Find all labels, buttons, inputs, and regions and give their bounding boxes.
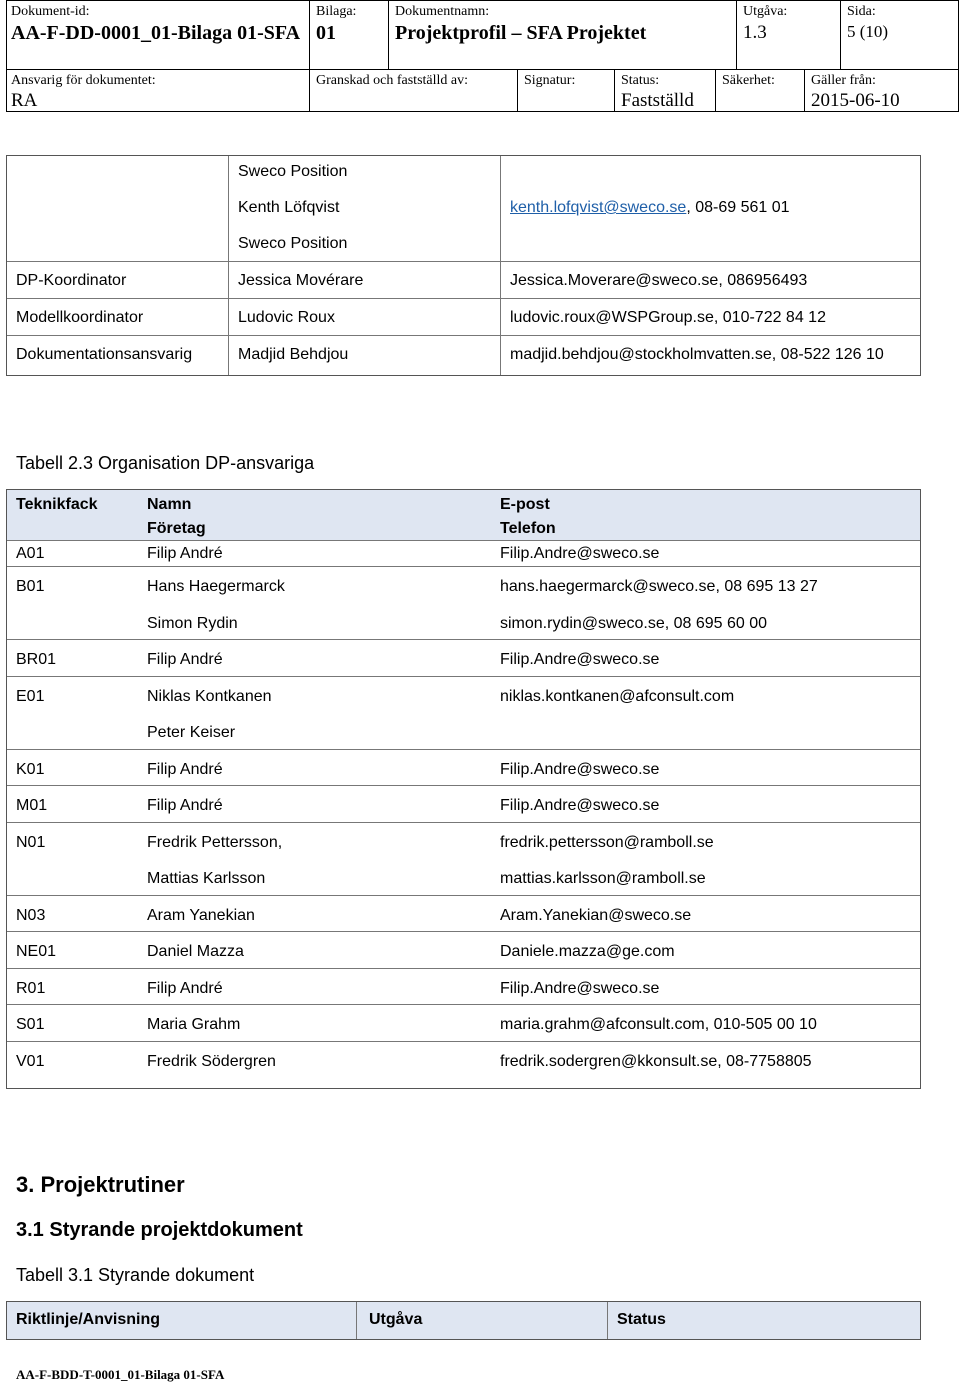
section-heading: 3. Projektrutiner — [16, 1172, 185, 1197]
header-divider — [614, 69, 615, 111]
footer-doc-id: AA-F-BDD-T-0001_01-Bilaga 01-SFA — [16, 1367, 225, 1382]
name-cell: Madjid Behdjou — [238, 346, 349, 363]
contact-cell: hans.haegermarck@sweco.se, 08 695 13 27 — [500, 578, 818, 595]
contact-cell: Filip.Andre@sweco.se — [500, 545, 660, 562]
contact-cell: Jessica.Moverare@sweco.se, 086956493 — [510, 272, 808, 289]
teknikfack-cell: B01 — [16, 578, 45, 595]
row-divider — [7, 540, 920, 541]
ansvarig-value: RA — [11, 90, 38, 111]
contact-cell: niklas.kontkanen@afconsult.com — [500, 687, 735, 705]
column-divider — [356, 1302, 357, 1339]
phone-text: , 08-69 561 01 — [686, 199, 790, 216]
header-divider — [309, 1, 310, 69]
sakerhet-label: Säkerhet: — [722, 73, 775, 88]
doc-id-value: AA-F-DD-0001_01-Bilaga 01-SFA — [11, 22, 301, 44]
table-header-row — [7, 490, 920, 540]
teknikfack-cell: NE01 — [16, 943, 57, 960]
header-divider — [715, 69, 716, 111]
sida-value: 5 (10) — [847, 22, 889, 41]
column-divider — [500, 156, 501, 375]
role-cell: Dokumentationsansvarig — [16, 346, 193, 363]
email-link[interactable]: kenth.lofqvist@sweco.se — [510, 199, 687, 216]
contact-cell: Filip.Andre@sweco.se — [500, 760, 660, 778]
status-value: Fastställd — [621, 90, 694, 111]
table-caption: Tabell 2.3 Organisation DP-ansvariga — [16, 453, 315, 473]
row-divider — [7, 822, 920, 823]
docname-value: Projektprofil – SFA Projektet — [395, 22, 647, 44]
governing-documents-table — [6, 1301, 921, 1340]
bilaga-value: 01 — [316, 22, 336, 44]
column-divider — [228, 156, 229, 375]
granskad-label: Granskad och fastställd av: — [316, 73, 469, 88]
bilaga-label: Bilaga: — [316, 4, 357, 19]
teknikfack-cell: A01 — [16, 545, 45, 562]
row-divider — [7, 261, 920, 262]
name-cell: Filip André — [147, 797, 223, 814]
teknikfack-cell: E01 — [16, 687, 45, 705]
contact-cell: madjid.behdjou@stockholmvatten.se, 08-522 126 10 — [510, 346, 884, 363]
doc-id-label: Dokument-id: — [11, 4, 90, 19]
header-divider — [517, 69, 518, 111]
name-cell: Daniel Mazza — [147, 943, 244, 960]
row-divider — [7, 676, 920, 677]
galler-label: Gäller från: — [811, 73, 876, 88]
header-foretag: Företag — [147, 520, 206, 537]
name-cell: Jessica Movérare — [238, 272, 364, 289]
name-cell: Maria Grahm — [147, 1016, 241, 1033]
row-divider — [7, 1004, 920, 1005]
header-divider — [309, 69, 310, 111]
teknikfack-cell: N03 — [16, 906, 46, 924]
contact-cell: maria.grahm@afconsult.com, 010-505 00 10 — [500, 1016, 817, 1033]
table-caption: Tabell 3.1 Styrande dokument — [16, 1265, 255, 1285]
name-cell: Simon Rydin — [147, 614, 238, 632]
row-divider — [7, 931, 920, 932]
name-cell: Aram Yanekian — [147, 906, 255, 924]
teknikfack-cell: K01 — [16, 760, 45, 778]
header-telefon: Telefon — [500, 520, 556, 537]
teknikfack-cell: BR01 — [16, 651, 57, 668]
contact-cell: mattias.karlsson@ramboll.se — [500, 870, 706, 887]
row-divider — [7, 749, 920, 750]
row-divider — [7, 895, 920, 896]
contact-cell: Aram.Yanekian@sweco.se — [500, 906, 692, 924]
header-divider — [804, 69, 805, 111]
header-divider — [388, 1, 389, 69]
header-utgava: Utgåva — [369, 1311, 423, 1328]
teknikfack-cell: N01 — [16, 833, 46, 851]
subsection-heading: 3.1 Styrande projektdokument — [16, 1219, 303, 1241]
header-riktlinje: Riktlinje/Anvisning — [16, 1311, 161, 1328]
name-cell: Fredrik Södergren — [147, 1052, 276, 1070]
sida-label: Sida: — [847, 4, 876, 19]
name-cell: Peter Keiser — [147, 724, 236, 741]
row-divider — [7, 298, 920, 299]
utgava-label: Utgåva: — [743, 4, 788, 19]
galler-value: 2015-06-10 — [811, 90, 900, 111]
contact-cell: fredrik.pettersson@ramboll.se — [500, 833, 714, 851]
contact-cell: fredrik.sodergren@kkonsult.se, 08-7758805 — [500, 1052, 812, 1070]
contacts-table — [6, 155, 921, 376]
row-divider — [7, 639, 920, 640]
position-text: Sweco Position — [238, 163, 348, 180]
row-divider — [7, 1041, 920, 1042]
contact-cell: Filip.Andre@sweco.se — [500, 797, 660, 814]
ansvarig-label: Ansvarig för dokumentet: — [11, 73, 156, 88]
header-divider — [7, 69, 958, 70]
row-divider — [7, 335, 920, 336]
name-cell: Ludovic Roux — [238, 309, 335, 326]
teknikfack-cell: S01 — [16, 1016, 45, 1033]
header-divider — [840, 1, 841, 69]
dp-organisation-table — [6, 489, 921, 1089]
status-label: Status: — [621, 73, 660, 88]
name-cell: Hans Haegermarck — [147, 578, 285, 595]
teknikfack-cell: V01 — [16, 1052, 45, 1070]
contact-cell: Filip.Andre@sweco.se — [500, 651, 660, 668]
name-cell: Filip André — [147, 545, 223, 562]
name-cell: Filip André — [147, 651, 223, 668]
role-cell: Modellkoordinator — [16, 309, 144, 326]
contact-cell: simon.rydin@sweco.se, 08 695 60 00 — [500, 614, 768, 632]
contact-details — [510, 199, 790, 217]
teknikfack-cell: M01 — [16, 797, 48, 814]
row-divider — [7, 566, 920, 567]
utgava-value: 1.3 — [743, 22, 767, 43]
name-cell: Niklas Kontkanen — [147, 687, 272, 705]
signatur-label: Signatur: — [524, 73, 576, 88]
teknikfack-cell: R01 — [16, 979, 46, 997]
header-teknikfack: Teknikfack — [16, 496, 98, 513]
header-status: Status — [617, 1311, 666, 1328]
role-cell: DP-Koordinator — [16, 272, 127, 289]
docname-label: Dokumentnamn: — [395, 4, 490, 19]
name-cell: Mattias Karlsson — [147, 870, 266, 887]
name-cell: Filip André — [147, 760, 223, 778]
position-text: Sweco Position — [238, 235, 348, 252]
name-cell: Filip André — [147, 979, 223, 997]
contact-cell: Filip.Andre@sweco.se — [500, 979, 660, 997]
header-divider — [736, 1, 737, 69]
name-cell: Fredrik Pettersson, — [147, 833, 283, 851]
header-namn: Namn — [147, 496, 192, 513]
column-divider — [607, 1302, 608, 1339]
row-divider — [7, 968, 920, 969]
contact-name: Kenth Löfqvist — [238, 199, 340, 216]
header-epost: E-post — [500, 496, 550, 513]
contact-cell: ludovic.roux@WSPGroup.se, 010-722 84 12 — [510, 309, 826, 326]
contact-cell: Daniele.mazza@ge.com — [500, 943, 675, 960]
document-header — [6, 0, 959, 112]
row-divider — [7, 785, 920, 786]
